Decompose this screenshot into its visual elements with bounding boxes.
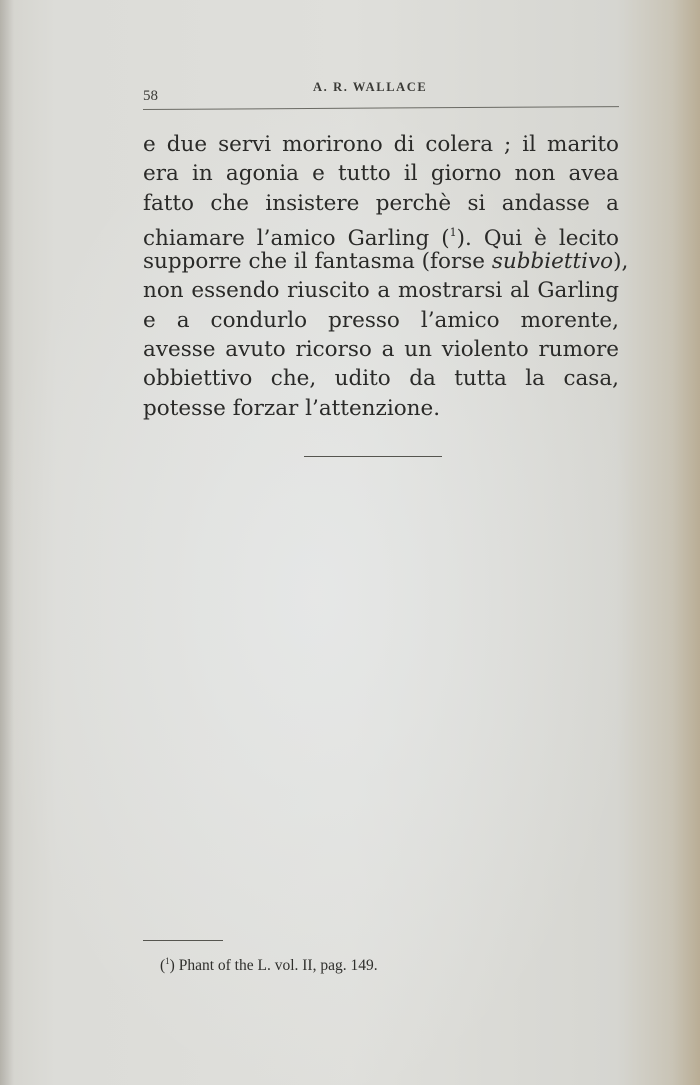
spine-shadow	[0, 0, 14, 1085]
italic-word: subbiettivo	[491, 249, 614, 275]
footnote-mark: 1	[165, 956, 170, 966]
text-line: fatto che insistere perchè si andasse a	[143, 190, 619, 216]
footnote-text: Phant of the L. vol. II, pag. 149.	[174, 957, 378, 974]
text-line: e due servi morirono di colera ; il marito	[143, 132, 619, 157]
running-head	[143, 78, 619, 106]
text-line: e a condurlo presso l’amico morente,	[143, 307, 619, 333]
text-segment: chiamare l’amico Garling (	[143, 225, 450, 251]
text-line: potesse forzar l’attenzione.	[143, 395, 441, 421]
footnote-rule	[143, 940, 223, 941]
footnote	[160, 956, 378, 975]
text-line	[143, 247, 629, 276]
text-line: non essendo riuscito a mostrarsi al Garling	[143, 278, 619, 304]
text-segment: supporre che il fantasma (forse	[143, 249, 492, 275]
text-segment: ). Qui è lecito	[456, 225, 619, 251]
footnote-paren-open: (	[160, 957, 166, 974]
body-paragraph	[143, 130, 629, 423]
text-line: avesse avuto ricorso a un violento rumore	[143, 337, 619, 363]
text-line: obbiettivo che, udito da tutta la casa,	[143, 366, 619, 392]
section-end-rule	[304, 456, 442, 457]
footnote-paren-close: )	[169, 957, 175, 974]
text-line: era in agonia e tutto il giorno non avea	[143, 161, 619, 187]
running-title: A. R. WALLACE	[313, 80, 428, 94]
text-segment: ),	[613, 249, 629, 275]
text-line	[143, 218, 619, 251]
header-rule	[143, 106, 619, 110]
page-number: 58	[143, 88, 158, 104]
footnote-reference: 1	[449, 225, 457, 239]
